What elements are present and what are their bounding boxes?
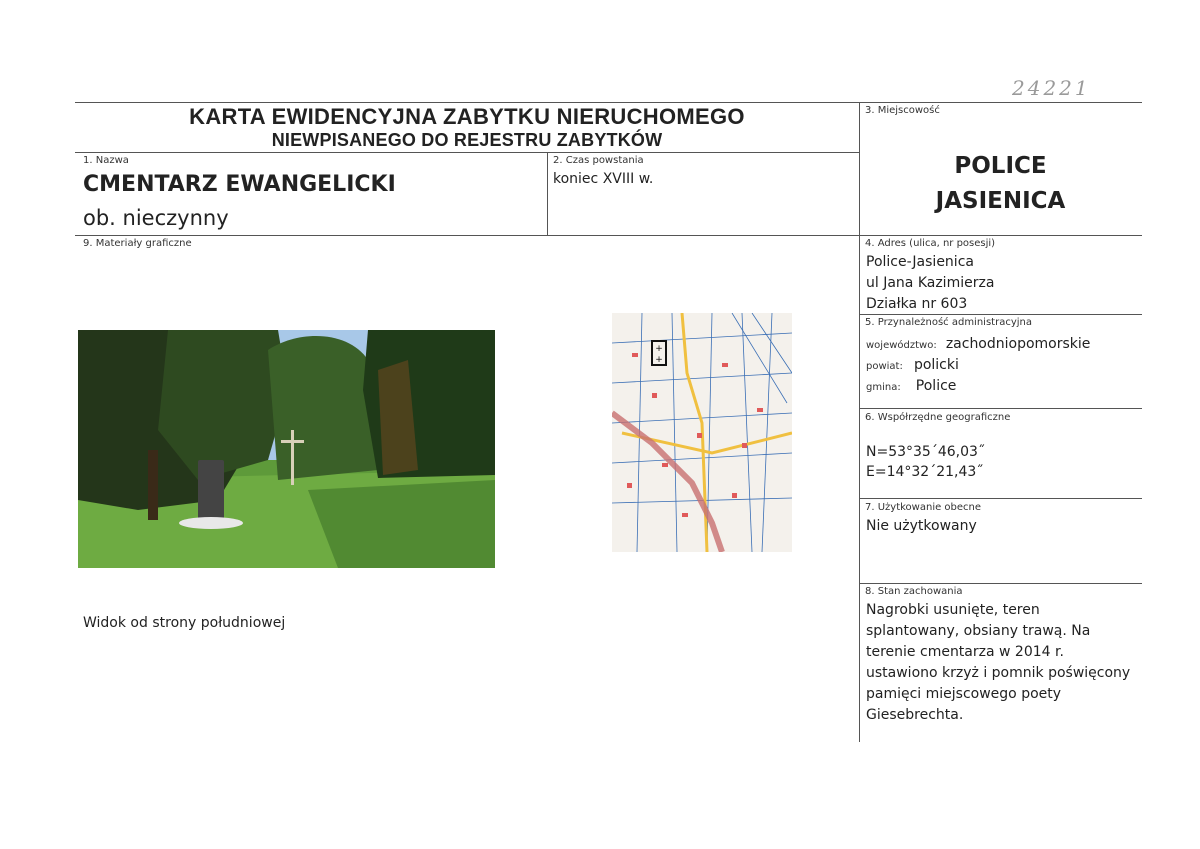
- card-subtitle: NIEWPISANEGO DO REJESTRU ZABYTKÓW: [271, 130, 663, 150]
- usage-rule: [859, 583, 1142, 584]
- admin-rule: [859, 408, 1142, 409]
- commune-row: [866, 375, 956, 394]
- name-rule: [75, 235, 1142, 236]
- condition-label: 8. Stan zachowania: [865, 586, 963, 597]
- svg-text:+: +: [655, 344, 663, 354]
- coords-rule: [859, 498, 1142, 499]
- admin-label: 5. Przynależność administracyjna: [865, 317, 1032, 328]
- card-title: KARTA EWIDENCYJNA ZABYTKU NIERUCHOMEGO: [189, 104, 745, 129]
- county-label: powiat:: [866, 361, 903, 372]
- county-row: [866, 354, 959, 373]
- header-rule: [75, 152, 859, 153]
- graphics-label: 9. Materiały graficzne: [83, 238, 192, 249]
- inventory-number: 24221: [1012, 76, 1091, 100]
- commune-label: gmina:: [866, 382, 901, 393]
- name-time-divider: [547, 152, 548, 235]
- time-value: koniec XVIII w.: [553, 171, 654, 187]
- address-line-3: Działka nr 603: [866, 296, 968, 312]
- commune-value: Police: [915, 378, 957, 394]
- photo-caption: Widok od strony południowej: [83, 615, 286, 631]
- voivodeship-row: [866, 333, 1090, 352]
- usage-label: 7. Użytkowanie obecne: [865, 502, 982, 513]
- condition-line-6: Giesebrechta.: [866, 707, 964, 723]
- locality-line1: POLICE: [954, 153, 1047, 179]
- condition-line-3: terenie cmentarza w 2014 r.: [866, 644, 1064, 660]
- address-line-1: Police-Jasienica: [866, 254, 974, 270]
- condition-line-1: Nagrobki usunięte, teren: [866, 602, 1040, 618]
- top-rule: [75, 102, 1142, 103]
- condition-line-2: splantowany, obsiany trawą. Na: [866, 623, 1091, 639]
- locality-label: 3. Miejscowość: [865, 105, 940, 116]
- condition-line-5: pamięci miejscowego poety: [866, 686, 1062, 702]
- name-value: CMENTARZ EWANGELICKI: [83, 172, 396, 197]
- location-map: [612, 313, 792, 552]
- address-label: 4. Adres (ulica, nr posesji): [865, 238, 996, 249]
- locality-line2: JASIENICA: [935, 188, 1066, 214]
- voivodeship-value: zachodniopomorskie: [945, 336, 1091, 352]
- name-subvalue: ob. nieczynny: [83, 206, 229, 230]
- county-value: policki: [913, 357, 959, 373]
- coords-label: 6. Współrzędne geograficzne: [865, 412, 1011, 423]
- svg-text:+: +: [655, 355, 663, 365]
- address-line-2: ul Jana Kazimierza: [866, 275, 995, 291]
- coords-east: E=14°32´21,43˝: [866, 464, 984, 480]
- condition-line-4: ustawiono krzyż i pomnik poświęcony: [866, 665, 1131, 681]
- address-rule: [859, 314, 1142, 315]
- name-label: 1. Nazwa: [83, 155, 129, 166]
- usage-value: Nie użytkowany: [866, 518, 977, 534]
- voivodeship-label: województwo:: [866, 340, 937, 351]
- coords-north: N=53°35´46,03˝: [866, 444, 985, 460]
- time-label: 2. Czas powstania: [553, 155, 644, 166]
- cemetery-photo: [78, 330, 495, 568]
